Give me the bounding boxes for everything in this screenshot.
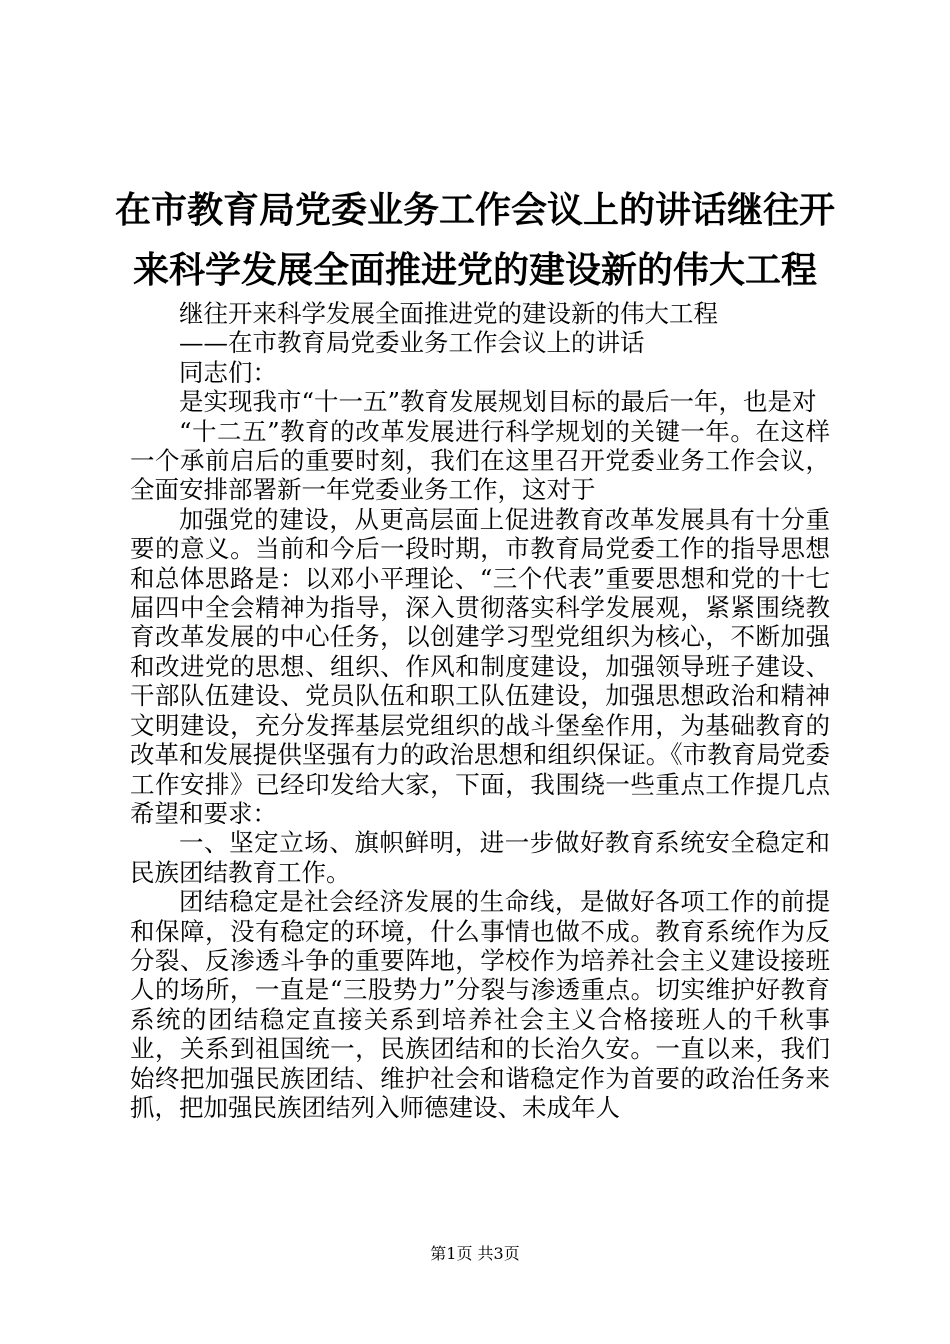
page-footer: 第1页 共3页 [430,1244,520,1263]
document-body [130,299,830,1122]
body-paragraph: 是实现我市“十一五”教育发展规划目标的最后一年，也是对 [179,387,817,417]
body-paragraph: “十二五”教育的改革发展进行科学规划的关键一年。在这样一个承前启后的重要时刻，我们在这里召开党委业务工作会议，全面安排部署新一年党委业务工作，这对于 [130,416,830,505]
subtitle-paragraph: 继往开来科学发展全面推进党的建设新的伟大工程 [179,299,718,328]
body-paragraph: 团结稳定是社会经济发展的生命线，是做好各项工作的前提和保障，没有稳定的环境，什么事情也做不成。教育系统作为反分裂、反渗透斗争的重要阵地，学校作为培养社会主义建设接班人的场所，一直是“三股势力”分裂与渗透重点。切实维护好教育系统的团结稳定直接关系到培养社会主义合格接班人的千秋事业，关系到祖国统一，民族团结和的长治久安。一直以来，我们始终把加强民族团结、维护社会和谐稳定作为首要的政治任务来抓，把加强民族团结列入师德建设、未成年人 [130,887,830,1122]
document-title-line-1: 在市教育局党委业务工作会议上的讲话继往开 [114,190,835,231]
document-title-line-2: 来科学发展全面推进党的建设新的伟大工程 [132,250,817,291]
salutation-paragraph: 同志们： [179,357,277,387]
subheading-paragraph: ——在市教育局党委业务工作会议上的讲话 [179,328,645,358]
body-paragraph: 加强党的建设，从更高层面上促进教育改革发展具有十分重要的意义。当前和今后一段时期，市教育局党委工作的指导思想和总体思路是：以邓小平理论、“三个代表”重要思想和党的十七届四中全会精神为指导，深入贯彻落实科学发展观，紧紧围绕教育改革发展的中心任务，以创建学习型党组织为核心，不断加强和改进党的思想、组织、作风和制度建设，加强领导班子建设、干部队伍建设、党员队伍和职工队伍建设，加强思想政治和精神文明建设，充分发挥基层党组织的战斗堡垒作用，为基础教育的改革和发展提供坚强有力的政治思想和组织保证。《市教育局党委工作安排》已经印发给大家，下面，我围绕一些重点工作提几点希望和要求： [130,504,830,828]
section-heading-paragraph: 一、坚定立场、旗帜鲜明，进一步做好教育系统安全稳定和民族团结教育工作。 [130,828,830,887]
